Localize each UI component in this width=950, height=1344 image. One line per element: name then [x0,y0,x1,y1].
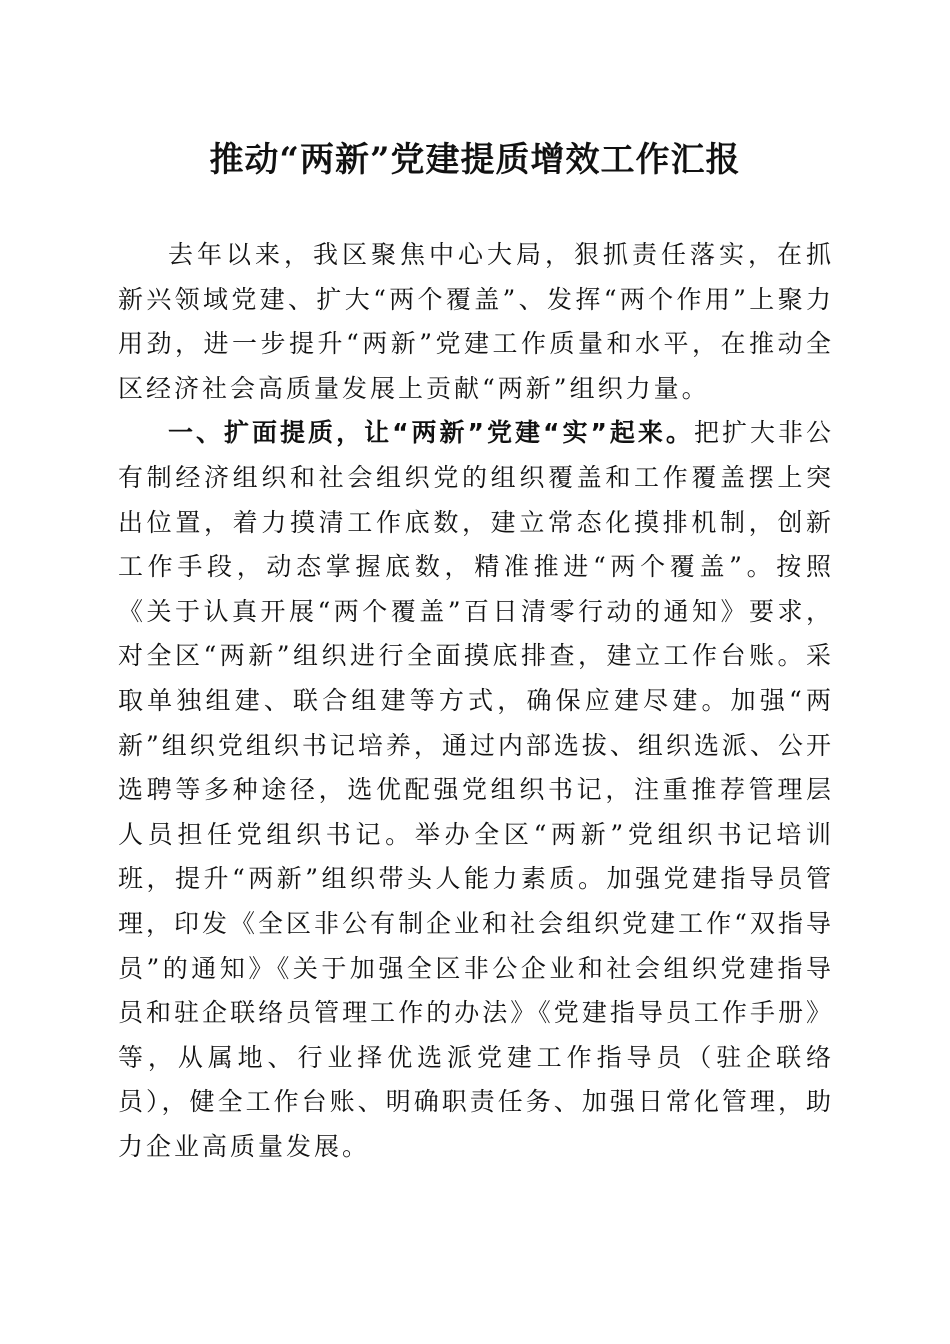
section-one-paragraph [118,411,834,1169]
document-title: 推动“两新”党建提质增效工作汇报 [209,140,741,180]
section-one-heading: 一、扩面提质，让“两新”党建“实”起来。 [168,418,694,448]
document-body [118,233,834,1169]
intro-paragraph [118,233,834,411]
paragraph-text: 把扩大非公有制经济组织和社会组织党的组织覆盖和工作覆盖摆上突出位置，着力摸清工作底数，建立常态化摸排机制，创新工作手段，动态掌握底数，精准推进“两个覆盖”。按照《关于认真开展“两个覆盖”百日清零行动的通知》要求，对全区“两新”组织进行全面摸底排查，建立工作台账。采取单独组建、联合组建等方式，确保应建尽建。加强“两新”组织党组织书记培养，通过内部选拔、组织选派、公开选聘等多种途径，选优配强党组织书记，注重推荐管理层人员担任党组织书记。举办全区“两新”党组织书记培训班，提升“两新”组织带头人能力素质。加强党建指导员管理，印发《全区非公有制企业和社会组织党建工作“双指导员”的通知》《关于加强全区非公企业和社会组织党建指导员和驻企联络员管理工作的办法》《党建指导员工作手册》等，从属地、行业择优选派党建工作指导员（驻企联络员），健全工作台账、明确职责任务、加强日常化管理，助力企业高质量发展。 [118,418,834,1161]
paragraph-text: 去年以来，我区聚焦中心大局，狠抓责任落实，在抓新兴领域党建、扩大“两个覆盖”、发挥“两个作用”上聚力用劲，进一步提升“两新”党建工作质量和水平，在推动全区经济社会高质量发展上贡献“两新”组织力量。 [118,240,834,403]
